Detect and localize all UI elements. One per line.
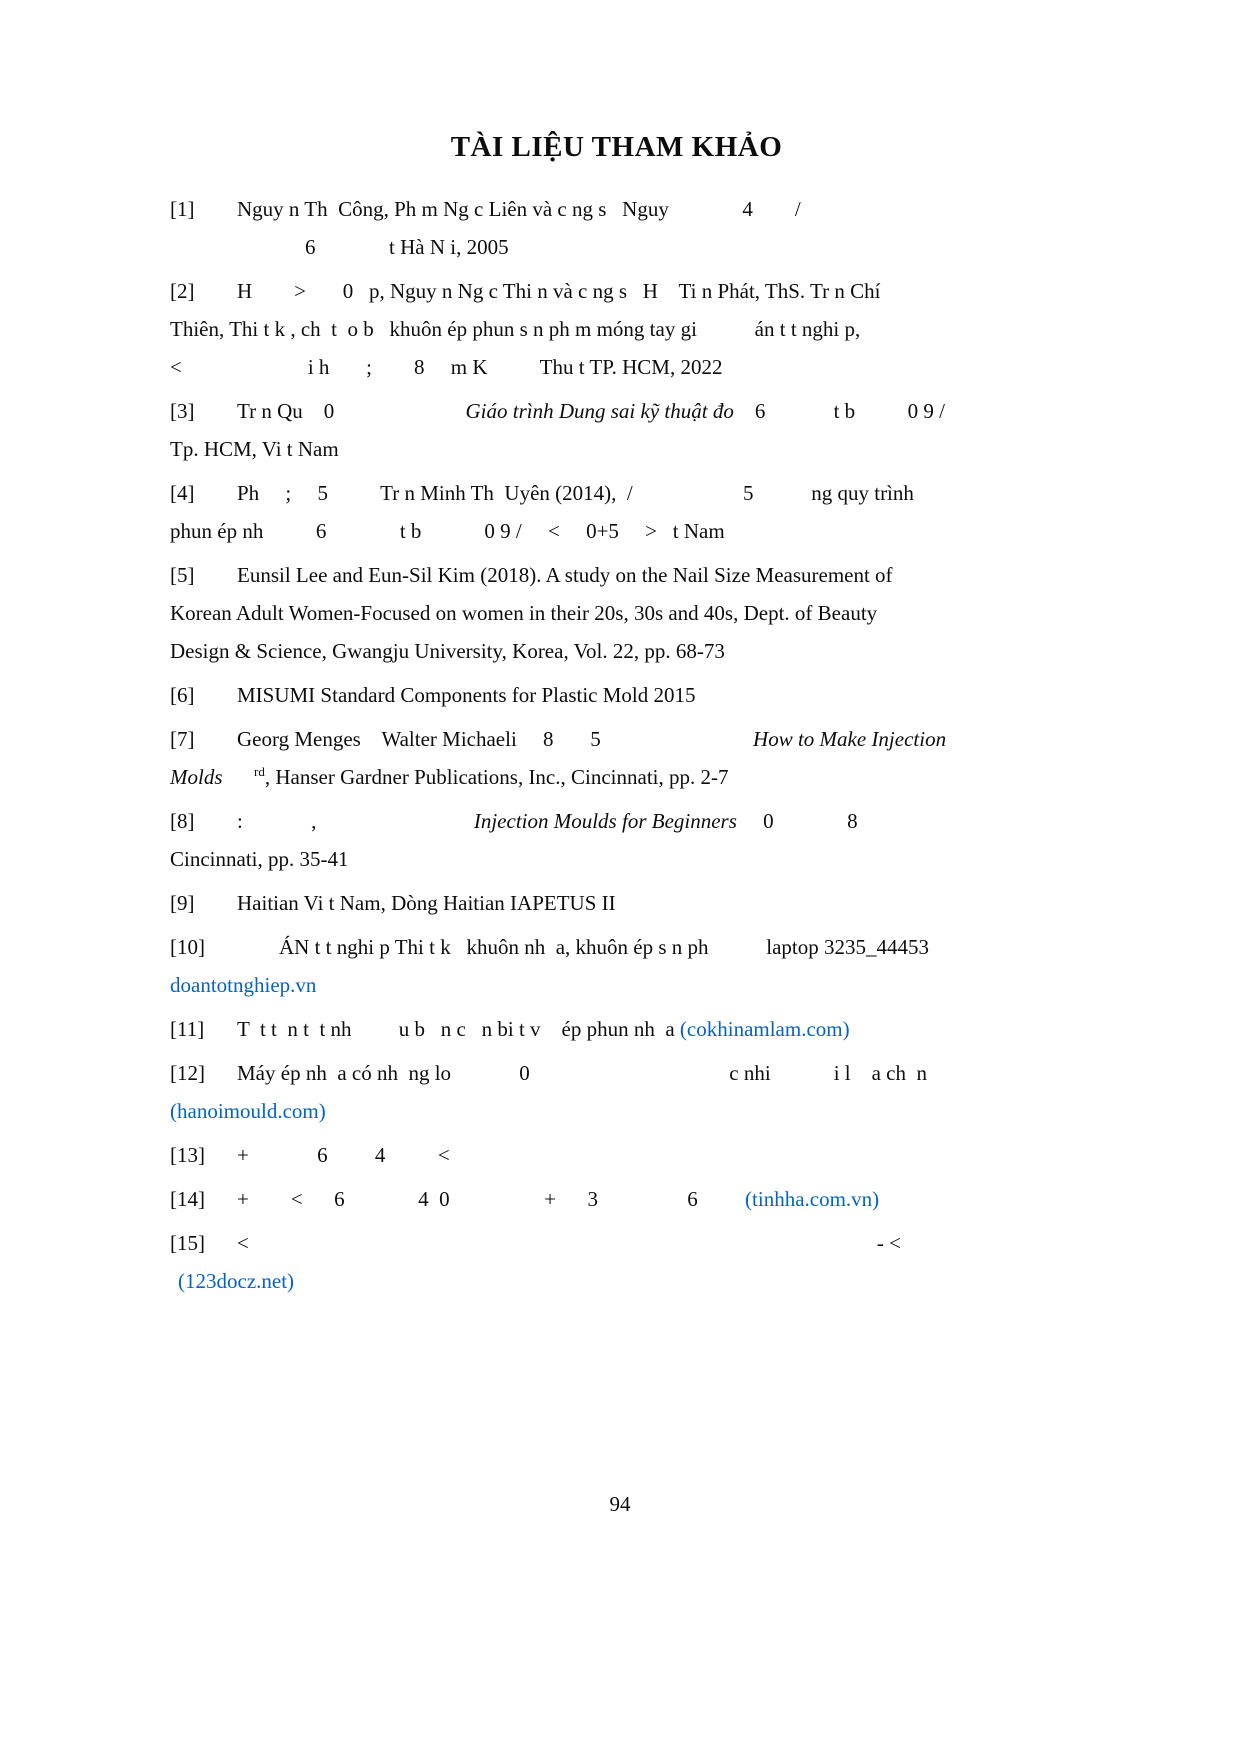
reference-text: Ph ; 5 Tr n Minh Th Uyên (2014), / 5 ng quy trình [237, 481, 914, 505]
reference-item-7 [170, 720, 1063, 796]
reference-text: : , [237, 809, 474, 833]
link-tinhha[interactable]: (tinhha.com.vn) [745, 1187, 880, 1211]
link-doantotnghiep[interactable]: doantotnghiep.vn [170, 973, 317, 997]
reference-item-5 [170, 556, 1063, 670]
reference-line: Design & Science, Gwangju University, Korea, Vol. 22, pp. 68-73 [170, 639, 725, 663]
reference-number: [7] [170, 727, 195, 751]
reference-item-15 [170, 1224, 1063, 1300]
reference-number: [8] [170, 809, 195, 833]
reference-text: < [237, 1231, 249, 1255]
reference-line [170, 1262, 1063, 1300]
reference-line [170, 802, 1063, 840]
reference-item-10 [170, 928, 1063, 1004]
reference-line: Cincinnati, pp. 35-41 [170, 847, 349, 871]
reference-text: Nguy n Th Công, Ph m Ng c Liên và c ng s Nguy 4 / [237, 197, 801, 221]
reference-line: phun ép nh 6 t b 0 9 / < 0+5 > t Nam [170, 519, 725, 543]
reference-text: 0 8 [736, 809, 858, 833]
reference-text: - < [876, 1231, 901, 1255]
reference-line [170, 676, 1063, 714]
reference-text: Georg Menges Walter Michaeli 8 5 [237, 727, 754, 751]
reference-number: [12] [170, 1061, 205, 1085]
reference-item-13 [170, 1136, 1063, 1174]
reference-text: ÁN t t nghi p Thi t k khuôn nh a, khuôn ép s n ph laptop 3235_44453 [237, 935, 930, 959]
reference-number: [3] [170, 399, 195, 423]
reference-line: Thiên, Thi t k , ch t o b khuôn ép phun s n ph m móng tay gi án t t nghi p, [170, 317, 861, 341]
reference-text: 6 t b 0 9 / [733, 399, 945, 423]
reference-number: [14] [170, 1187, 205, 1211]
reference-number: [13] [170, 1143, 205, 1167]
reference-title-italic: Molds [170, 765, 254, 789]
reference-text: , Hanser Gardner Publications, Inc., Cincinnati, pp. 2-7 [264, 765, 729, 789]
reference-text: Eunsil Lee and Eun-Sil Kim (2018). A study on the Nail Size Measurement of [237, 563, 893, 587]
reference-number: [6] [170, 683, 195, 707]
reference-number: [4] [170, 481, 195, 505]
reference-number: [11] [170, 1017, 205, 1041]
reference-text: T t t n t t nh u b n c n bi t v ép phun nh a [237, 1017, 680, 1041]
reference-number: [10] [170, 935, 205, 959]
reference-title-italic: Giáo trình Dung sai kỹ thuật đo [465, 399, 734, 423]
reference-line [170, 758, 1063, 796]
reference-text: Tr n Qu 0 [237, 399, 466, 423]
reference-line [170, 720, 1063, 758]
reference-line [170, 1010, 1063, 1048]
reference-item-6 [170, 676, 1063, 714]
reference-line [170, 1224, 1063, 1262]
reference-line [170, 190, 1063, 228]
reference-line: Korean Adult Women-Focused on women in their 20s, 30s and 40s, Dept. of Beauty [170, 601, 878, 625]
reference-item-12 [170, 1054, 1063, 1130]
reference-text: Máy ép nh a có nh ng lo 0 c nhi i l a ch n [237, 1061, 928, 1085]
reference-title-italic: Injection Moulds for Beginners [473, 809, 737, 833]
link-123docz[interactable]: (123docz.net) [178, 1269, 295, 1293]
reference-item-14 [170, 1180, 1063, 1218]
link-cokhinamlam[interactable]: (cokhinamlam.com) [679, 1017, 850, 1041]
reference-text: H > 0 p, Nguy n Ng c Thi n và c ng s H Ti n Phát, ThS. Tr n Chí [237, 279, 881, 303]
references-title: TÀI LIỆU THAM KHẢO [450, 131, 783, 163]
ordinal-superscript: rd [254, 764, 265, 779]
reference-text: Haitian Vi t Nam, Dòng Haitian IAPETUS II [237, 891, 616, 915]
reference-item-3 [170, 392, 1063, 468]
reference-number: [5] [170, 563, 195, 587]
reference-line [170, 1180, 1063, 1218]
reference-line [170, 966, 1063, 1004]
reference-number: [9] [170, 891, 195, 915]
reference-line: < i h ; 8 m K Thu t TP. HCM, 2022 [170, 355, 723, 379]
reference-item-9 [170, 884, 1063, 922]
reference-line [170, 556, 1063, 594]
reference-line [170, 474, 1063, 512]
reference-line [170, 928, 1063, 966]
reference-title-italic: How to Make Injection [753, 727, 947, 751]
reference-number: [1] [170, 197, 195, 221]
reference-item-1 [170, 190, 1063, 266]
page-number: 94 [609, 1492, 631, 1516]
reference-item-4 [170, 474, 1063, 550]
reference-line: 6 t Hà N i, 2005 [305, 235, 509, 259]
reference-line [170, 884, 1063, 922]
reference-line [170, 272, 1063, 310]
reference-line [170, 1136, 1063, 1174]
reference-line [170, 392, 1063, 430]
link-hanoimould[interactable]: (hanoimould.com) [170, 1099, 326, 1123]
reference-line [170, 1054, 1063, 1092]
reference-item-11 [170, 1010, 1063, 1048]
reference-text: + 6 4 < [237, 1143, 450, 1167]
reference-line [170, 1092, 1063, 1130]
reference-number: [15] [170, 1231, 205, 1255]
reference-number: [2] [170, 279, 195, 303]
reference-line: Tp. HCM, Vi t Nam [170, 437, 339, 461]
reference-item-2 [170, 272, 1063, 386]
reference-item-8 [170, 802, 1063, 878]
reference-text: + < 6 4 0 + 3 6 [237, 1187, 746, 1211]
reference-text: MISUMI Standard Components for Plastic Mold 2015 [237, 683, 696, 707]
